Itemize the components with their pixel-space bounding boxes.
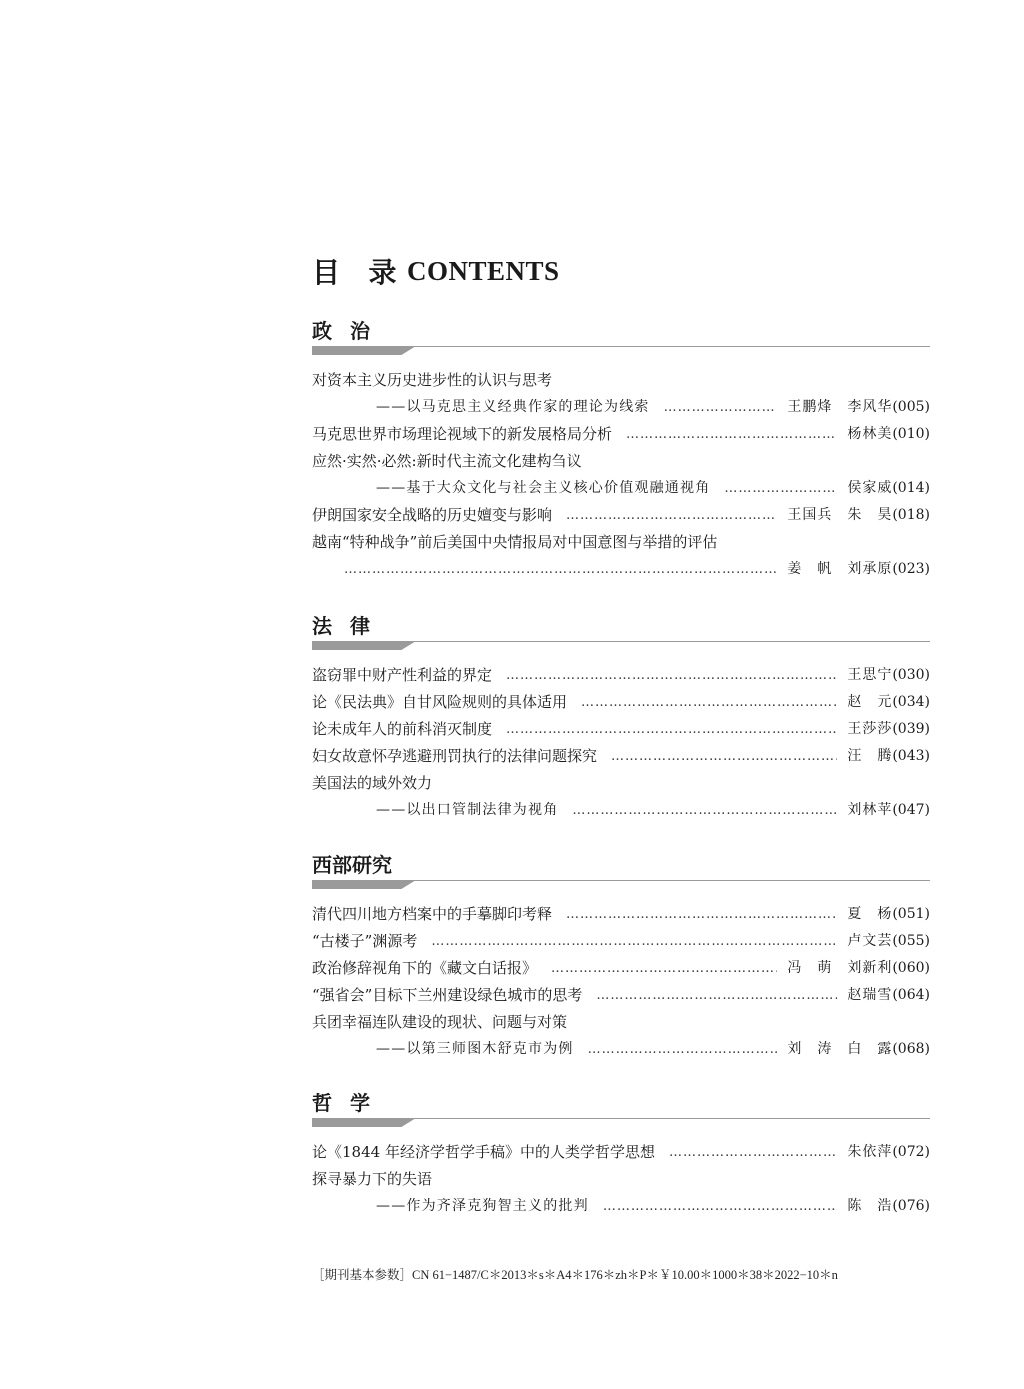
section-heading [312,613,930,639]
entry-subtitle: ——基于大众文化与社会主义核心价值观融通视角 [376,480,711,496]
entry-page-number: (060) [892,960,930,976]
section-heading-char: 法 [312,614,332,638]
toc-entry[interactable] [312,448,930,475]
entry-author: 王鹏烽 李风华 [787,399,893,415]
toc-entry[interactable] [312,770,930,797]
entry-author: 汪 腾 [847,748,893,764]
toc-entry[interactable] [312,421,930,448]
entry-author: 姜 帆 刘承原 [787,561,893,577]
entry-title: “强省会”目标下兰州建设绿色城市的思考 [312,986,583,1004]
dot-leader [506,662,837,689]
entry-page-number: (072) [892,1144,930,1160]
entry-subtitle: ——作为齐泽克狗智主义的批判 [376,1198,589,1214]
dot-leader [344,556,777,583]
entry-title: 美国法的域外效力 [312,774,433,792]
entry-title: 伊朗国家安全战略的历史嬗变与影响 [312,506,553,524]
entry-title: 论《1844 年经济学哲学手稿》中的人类学哲学思想 [312,1143,655,1161]
toc-entry[interactable] [312,1193,930,1220]
section-heading-char: 治 [350,319,370,343]
entry-author: 赵瑞雪 [847,987,893,1003]
entry-title: 盗窃罪中财产性利益的界定 [312,666,493,684]
entry-page-number: (043) [892,748,930,764]
dot-leader [572,797,837,824]
entry-title: 论未成年人的前科消灭制度 [312,720,493,738]
section-heading [312,318,930,344]
entry-page-number: (018) [892,507,930,523]
entry-author: 朱依萍 [847,1144,893,1160]
toc-entry[interactable] [312,716,930,743]
dot-leader [611,743,837,770]
entry-page-number: (023) [892,561,930,577]
section-divider [312,1118,930,1128]
dot-leader [664,394,778,421]
dot-leader [626,421,837,448]
entry-author: 刘 涛 白 露 [787,1041,893,1057]
section-entries [312,901,930,1063]
entry-page-number: (014) [892,480,930,496]
toc-entry[interactable] [312,1009,930,1036]
entry-title: 马克思世界市场理论视域下的新发展格局分析 [312,425,613,443]
dot-leader [588,1036,778,1063]
toc-entry[interactable] [312,743,930,770]
entry-page-number: (076) [892,1198,930,1214]
toc-entry[interactable] [312,901,930,928]
toc-section [312,852,930,1063]
section-entries [312,1139,930,1220]
dot-leader [431,928,837,955]
section-heading [312,852,930,878]
entry-title: 应然·实然·必然:新时代主流文化建构刍议 [312,452,582,470]
entry-title: 清代四川地方档案中的手摹脚印考释 [312,905,553,923]
section-heading-char: 学 [350,1091,370,1115]
page-title-cn-1: 目 [312,256,341,289]
entry-author: 杨林美 [847,426,893,442]
toc-entry[interactable] [312,1166,930,1193]
page-title-en: CONTENTS [407,255,560,286]
entry-title: “古楼子”渊源考 [312,932,418,950]
toc-entry[interactable] [312,475,930,502]
entry-author: 刘林苹 [847,802,893,818]
entry-author: 卢文芸 [847,933,893,949]
entry-subtitle: ——以马克思主义经典作家的理论为线索 [376,399,650,415]
entry-author: 王莎莎 [847,721,893,737]
entry-page-number: (034) [892,694,930,710]
toc-entry[interactable] [312,1036,930,1063]
entry-author: 冯 萌 刘新利 [787,960,893,976]
toc-section [312,613,930,824]
page-title-cn-2: 录 [368,256,398,289]
entry-title: 兵团幸福连队建设的现状、问题与对策 [312,1013,568,1031]
entry-title: 对资本主义历史进步性的认识与思考 [312,371,553,389]
toc-entry[interactable] [312,394,930,421]
entry-title: 论《民法典》自甘风险规则的具体适用 [312,693,568,711]
dot-leader [724,475,837,502]
entry-page-number: (051) [892,906,930,922]
entry-author: 侯家威 [847,480,893,496]
section-divider [312,641,930,651]
entry-title: 政治修辞视角下的《藏文白话报》 [312,959,538,977]
dot-leader [566,502,777,529]
entry-author: 夏 杨 [847,906,893,922]
dot-leader [506,716,837,743]
dot-leader [596,982,837,1009]
section-divider [312,880,930,890]
toc-section [312,318,930,583]
entry-author: 王国兵 朱 昊 [787,507,893,523]
entry-author: 赵 元 [847,694,893,710]
toc-entry[interactable] [312,1139,930,1166]
dot-leader [551,955,777,982]
entry-page-number: (030) [892,667,930,683]
entry-title: 妇女故意怀孕逃避刑罚执行的法律问题探究 [312,747,598,765]
dot-leader [603,1193,838,1220]
entry-page-number: (064) [892,987,930,1003]
entry-page-number: (010) [892,426,930,442]
dot-leader [566,901,837,928]
section-heading-char: 政 [312,319,332,343]
section-heading-char: 西部研究 [312,853,392,877]
toc-entry[interactable] [312,502,930,529]
toc-entry[interactable] [312,689,930,716]
entry-page-number: (039) [892,721,930,737]
toc-entry[interactable] [312,662,930,689]
toc-entry[interactable] [312,982,930,1009]
dot-leader [669,1139,837,1166]
entry-author: 陈 浩 [847,1198,893,1214]
page-title [312,250,930,292]
toc-entry[interactable] [312,797,930,824]
entry-title: 探寻暴力下的失语 [312,1170,433,1188]
section-heading-char: 哲 [312,1091,332,1115]
toc-section [312,1090,930,1220]
section-heading [312,1090,930,1116]
section-entries [312,662,930,824]
entry-subtitle: ——以出口管制法律为视角 [376,802,559,818]
contents-page [312,250,930,292]
toc-entry[interactable] [312,529,930,556]
toc-entry[interactable] [312,955,930,982]
entry-page-number: (005) [892,399,930,415]
entry-page-number: (068) [892,1041,930,1057]
entry-page-number: (047) [892,802,930,818]
toc-entry[interactable] [312,367,930,394]
journal-parameters: ［期刊基本参数］CN 61−1487/C＊2013＊s＊A4＊176＊zh＊P＊￥10.00＊1000＊38＊2022−10＊n [312,1268,838,1282]
entry-title: 越南“特种战争”前后美国中央情报局对中国意图与举措的评估 [312,533,718,551]
entry-subtitle: ——以第三师图木舒克市为例 [376,1041,574,1057]
entry-page-number: (055) [892,933,930,949]
entry-author: 王思宁 [847,667,893,683]
dot-leader [581,689,837,716]
section-heading-char: 律 [350,614,370,638]
toc-entry[interactable] [312,556,930,583]
section-divider [312,346,930,356]
section-entries [312,367,930,583]
toc-entry[interactable] [312,928,930,955]
